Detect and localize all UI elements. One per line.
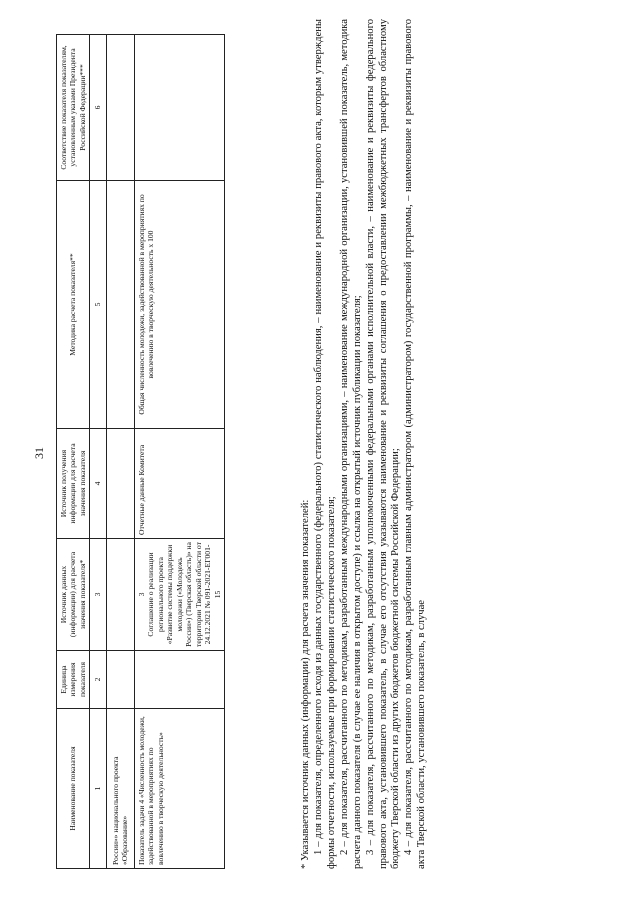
footnote-item: 1 – для показателя, определенного исходя из данных государственного (федерального) статистического наблюдения, – наименование и реквизиты правового акта, которым утверждены формы отчетности, используемые при формировании статистического показателя; — [312, 19, 337, 869]
footnotes — [300, 19, 429, 869]
table-row — [134, 35, 224, 869]
section-row — [106, 35, 134, 869]
header-cell: Наименование показателя — [57, 709, 90, 869]
footnote-item: 2 – для показателя, рассчитанного по методикам, разработанным международными организациями, – наименование международной организации, установившей показатель, методика расчета данного показателя (в случае ее наличия в открытом доступе) и ссылка на открытый источник публикации показателя; — [338, 19, 363, 869]
header-cell: Методика расчета показателя** — [57, 181, 90, 429]
header-cell: Соответствие показателя показателям, установленным указами Президента Российской Федерации*** — [57, 35, 90, 181]
header-cell: Единица измерения показателя — [57, 651, 90, 709]
column-number: 4 — [90, 429, 106, 539]
column-number: 2 — [90, 651, 106, 709]
column-number-row — [90, 35, 106, 869]
section-title: России»» национального проекта «Образование» — [106, 709, 134, 869]
header-cell: Источник получения информации для расчета значения показателя — [57, 429, 90, 539]
info-source: Отчетные данные Комитета — [134, 429, 224, 539]
footnote-item: 4 – для показателя, рассчитанного по методикам, разработанным главным администратором (администратором) государственной программы, – наименование и реквизиты правового акта Тверской области, установившего показатель, в случае — [403, 19, 428, 869]
calculation-method: Общая численность молодежи, задействованной в мероприятиях по вовлечению в творческую деятельность х 100 — [134, 181, 224, 429]
indicator-name: Показатель задачи 4 «Численность молодежи, задействованной в мероприятиях по вовлечению в творческую деятельность» — [134, 709, 224, 869]
footnote-intro: * Указывается источник данных (информации) для расчета значения показателей: — [300, 499, 311, 869]
page-number: 31 — [32, 447, 46, 459]
data-source-cell — [134, 539, 224, 651]
indicator-unit — [134, 651, 224, 709]
column-number: 6 — [90, 35, 106, 181]
column-number: 5 — [90, 181, 106, 429]
header-cell: Источник данных (информации) для расчета значения показателя* — [57, 539, 90, 651]
table-header-row — [57, 35, 90, 869]
column-number: 3 — [90, 539, 106, 651]
footnote-item: 3 – для показателя, рассчитанного по методикам, разработанным уполномоченными федеральными органами исполнительной власти, – наименование и реквизиты федерального правового акта, установившего показатель, в случае его отсутствия указываются наименование и реквизиты соглашения о предоставлении межбюджетных трансфертов областному бюджету Тверской области из других бюджетов бюджетной системы Российской Федерации; — [364, 19, 402, 869]
data-source-text: Соглашение о реализации регионального проекта «Развитие системы поддержки молодежи («Молодежь России») (Тверская область)» на территории Тверской области от 24.12.2021 № 091-2021-ЕГ001-15 — [146, 542, 222, 647]
compliance-cell — [134, 35, 224, 181]
column-number: 1 — [90, 709, 106, 869]
data-source-code: 3 — [136, 592, 146, 597]
indicator-table — [56, 34, 225, 869]
